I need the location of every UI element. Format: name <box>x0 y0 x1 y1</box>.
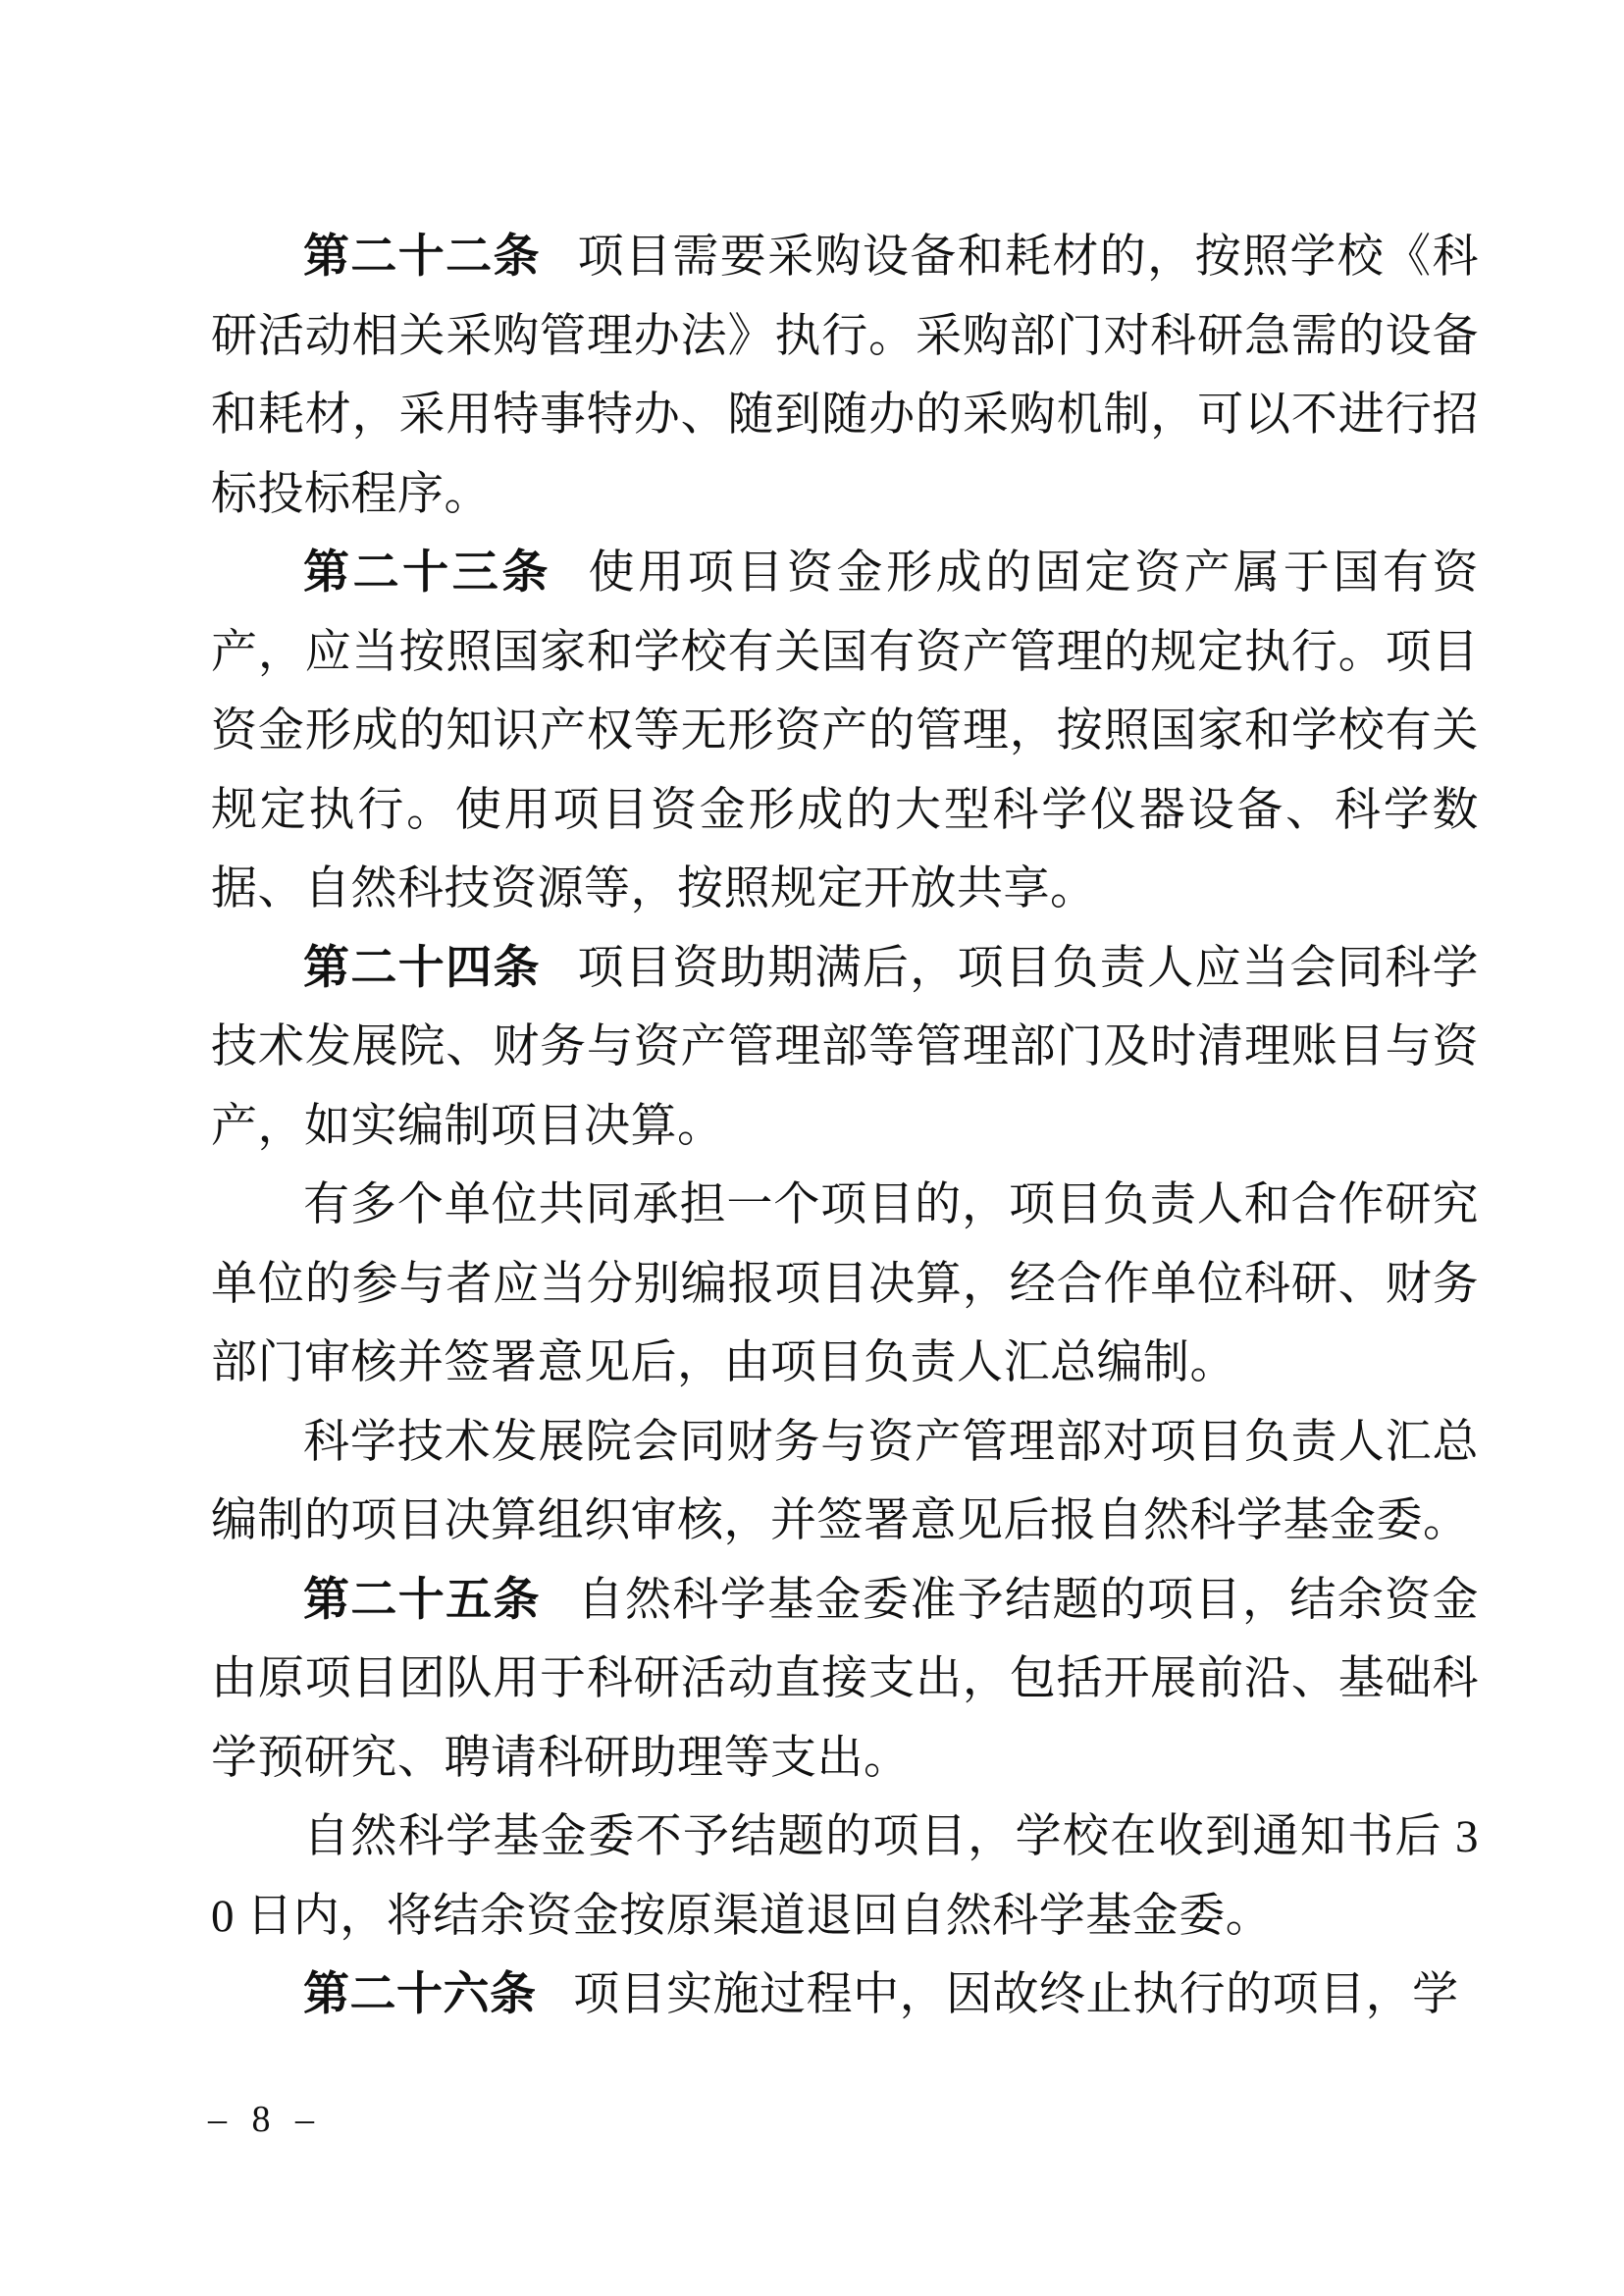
paragraph-text: 项目需要采购设备和耗材的，按照学校《科研活动相关采购管理办法》执行。采购部门对科研急需的设备和耗材，采用特事特办、随到随办的采购机制，可以不进行招标投标程序。 <box>211 232 1480 520</box>
paragraph-continuation <box>211 1798 1479 1956</box>
page-number: – 8 – <box>208 2099 322 2140</box>
article-number: 第二十二条 <box>303 232 541 283</box>
article-number: 第二十六条 <box>303 1969 537 2020</box>
paragraph-text: 科学技术发展院会同财务与资产管理部对项目负责人汇总编制的项目决算组织审核，并签署意见后报自然科学基金委。 <box>211 1416 1479 1546</box>
paragraph-text: 项目资助期满后，项目负责人应当会同科学技术发展院、财务与资产管理部等管理部门及时清理账目与资产，如实编制项目决算。 <box>211 942 1480 1152</box>
paragraph-text: 自然科学基金委不予结题的项目，学校在收到通知书后 30 日内，将结余资金按原渠道退回自然科学基金委。 <box>211 1811 1479 1942</box>
article-number: 第二十五条 <box>303 1574 541 1626</box>
paragraph-article-25 <box>211 1561 1479 1799</box>
paragraph-article-26 <box>211 1956 1479 2035</box>
paragraph-text: 使用项目资金形成的固定资产属于国有资产，应当按照国家和学校有关国有资产管理的规定执行。项目资金形成的知识产权等无形资产的管理，按照国家和学校有关规定执行。使用项目资金形成的大型科学仪器设备、科学数据、自然科技资源等，按照规定开放共享。 <box>211 548 1480 914</box>
article-number: 第二十四条 <box>303 942 541 994</box>
paragraph-continuation <box>211 1166 1479 1403</box>
paragraph-text: 项目实施过程中，因故终止执行的项目，学 <box>573 1969 1459 2020</box>
paragraph-article-22 <box>211 218 1479 534</box>
paragraph-text: 自然科学基金委准予结题的项目，结余资金由原项目团队用于科研活动直接支出，包括开展前沿、基础科学预研究、聘请科研助理等支出。 <box>211 1574 1480 1784</box>
paragraph-text: 有多个单位共同承担一个项目的，项目负责人和合作研究单位的参与者应当分别编报项目决算，经合作单位科研、财务部门审核并签署意见后，由项目负责人汇总编制。 <box>211 1179 1479 1388</box>
article-number: 第二十三条 <box>303 548 551 599</box>
document-body <box>211 218 1479 2035</box>
paragraph-article-23 <box>211 534 1479 929</box>
paragraph-continuation <box>211 1403 1479 1561</box>
paragraph-article-24 <box>211 929 1479 1167</box>
